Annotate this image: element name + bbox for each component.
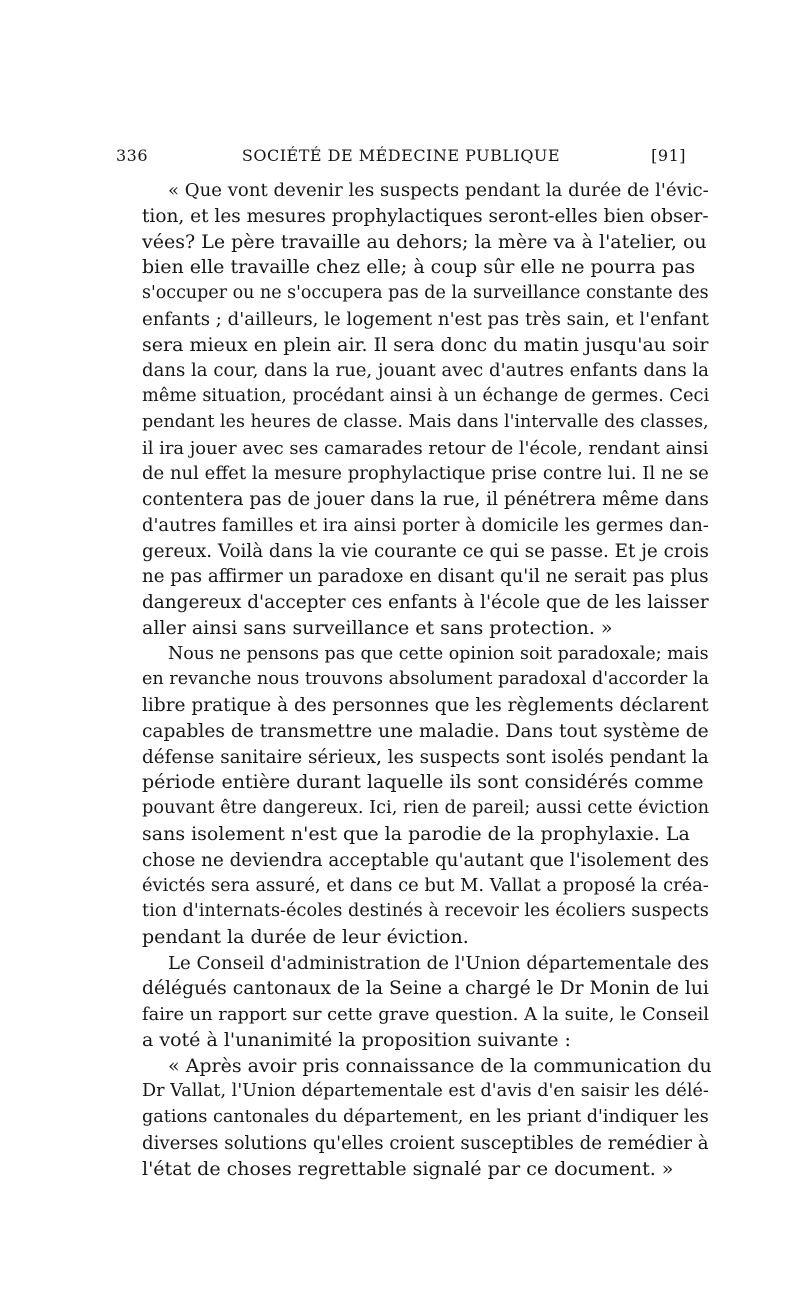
running-title: SOCIÉTÉ DE MÉDECINE PUBLIQUE (241, 146, 561, 165)
body-text (116, 178, 712, 1182)
text-line: il ira jouer avec ses camarades retour de l'école, rendant ainsi (142, 437, 709, 459)
text-line: défense sanitaire sérieux, les suspects sont isolés pendant la (142, 746, 709, 768)
text-line: sans isolement n'est que la parodie de la prophylaxie. La (142, 822, 690, 845)
text-line: libre pratique à des personnes que les règlements déclarent (142, 695, 709, 716)
page-number: 336 (116, 146, 149, 165)
text-line: évictés sera assuré, et dans ce but M. Vallat a proposé la créa- (142, 875, 709, 897)
text-line: pendant les heures de classe. Mais dans l'intervalle des classes, (142, 411, 709, 432)
text-line: contentera pas de jouer dans la rue, il pénétrera même dans (142, 489, 709, 510)
text-line: en revanche nous trouvons absolument paradoxal d'accorder la (142, 669, 710, 690)
running-header (116, 146, 686, 170)
paragraph-commentary (116, 642, 710, 951)
text-line: dangereux d'accepter ces enfants à l'école que de les laisser (142, 592, 709, 613)
text-line: dans la cour, dans la rue, jouant avec d'autres enfants dans la (142, 360, 709, 382)
paragraph-proposition (116, 1054, 712, 1183)
text-line: capables de transmettre une maladie. Dans tout système de (142, 720, 709, 742)
paragraph-quote-eviction (116, 178, 710, 642)
paragraph-council (116, 951, 709, 1054)
text-line: bien elle travaille chez elle; à coup sûr elle ne pourra pas (142, 256, 696, 279)
text-line: tion d'internats-écoles destinés à recevoir les écoliers suspects (142, 901, 709, 921)
text-line: aller ainsi sans surveillance et sans protection. » (142, 616, 613, 639)
text-line: s'occuper ou ne s'occupera pas de la surveillance constante des (142, 283, 709, 303)
text-line: tion, et les mesures prophylactiques seront-elles bien obser- (142, 205, 709, 227)
text-line: vées? Le père travaille au dehors; la mère va à l'atelier, ou (142, 230, 707, 253)
text-line: pendant la durée de leur éviction. (142, 925, 469, 948)
text-line: période entière durant laquelle ils sont considérés comme (142, 771, 704, 794)
text-line: même situation, procédant ainsi à un échange de germes. Ceci (142, 386, 710, 406)
text-line: d'autres familles et ira ainsi porter à domicile les germes dan- (142, 514, 709, 536)
page-reference: [91] (651, 146, 686, 165)
text-line: Dr Vallat, l'Union départementale est d'avis d'en saisir les délé- (142, 1081, 709, 1102)
text-line: délégués cantonaux de la Seine a chargé le Dr Monin de lui (142, 978, 709, 1000)
text-line: de nul effet la mesure prophylactique prise contre lui. Il ne se (142, 463, 709, 485)
text-line: Nous ne pensons pas que cette opinion soit paradoxale; mais (168, 643, 709, 664)
text-line: « Que vont devenir les suspects pendant la durée de l'évic- (168, 180, 709, 201)
text-line: pouvant être dangereux. Ici, rien de pareil; aussi cette éviction (142, 798, 710, 818)
text-line: sera mieux en plein air. Il sera donc du matin jusqu'au soir (142, 333, 709, 356)
text-line: gereux. Voilà dans la vie courante ce qui se passe. Et je crois (142, 540, 709, 562)
text-line: faire un rapport sur cette grave question. A la suite, le Conseil (142, 1004, 709, 1025)
text-line: gations cantonales du département, en les priant d'indiquer les (142, 1107, 709, 1127)
text-line: « Après avoir pris connaissance de la communication du (168, 1054, 712, 1077)
text-line: a voté à l'unanimité la proposition suivante : (142, 1028, 571, 1051)
text-line: chose ne deviendra acceptable qu'autant que l'isolement des (142, 849, 709, 871)
text-line: l'état de choses regrettable signalé par ce document. » (142, 1157, 674, 1180)
text-line: ne pas affirmer un paradoxe en disant qu'il ne serait pas plus (142, 566, 709, 588)
text-line: diverses solutions qu'elles croient susceptibles de remédier à (142, 1132, 709, 1154)
text-line: enfants ; d'ailleurs, le logement n'est pas très sain, et l'enfant (142, 308, 709, 330)
text-line: Le Conseil d'administration de l'Union départementale des (168, 952, 709, 974)
